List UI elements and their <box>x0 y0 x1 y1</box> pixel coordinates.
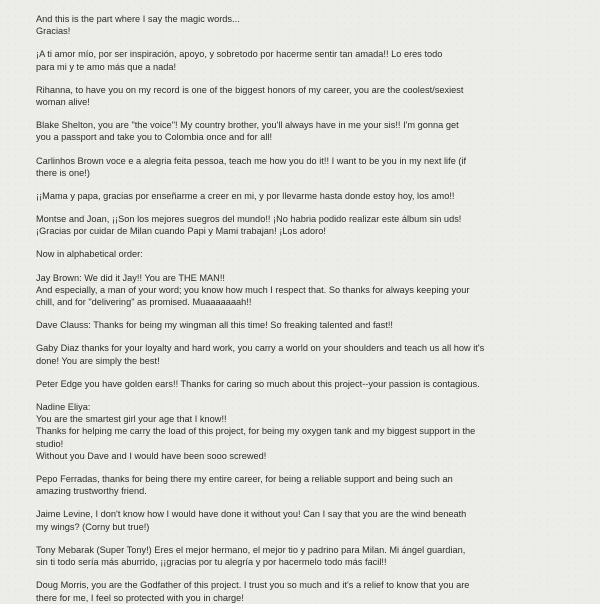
paragraph-doug-morris <box>36 579 586 604</box>
text-line: there is one!) <box>36 167 90 178</box>
text-line: chill, and for "delivering" as promised. Muaaaaaaah!! <box>36 297 252 308</box>
text-line: studio! <box>36 438 64 449</box>
text-line: Peter Edge you have golden ears!! Thanks for caring so much about this project--your passion is contagious. <box>36 378 480 389</box>
text-line: Doug Morris, you are the Godfather of this project. I trust you so much and it's a relief to know that you are <box>36 580 470 591</box>
text-line: Gracias! <box>36 26 71 37</box>
paragraph-carlinhos-brown <box>36 155 586 180</box>
text-line: Montse and Joan, ¡¡Son los mejores suegros del mundo!! ¡No habria podido realizar este álbum sin uds! <box>36 214 462 225</box>
text-line: ¡A ti amor mío, por ser inspiración, apoyo, y sobretodo por hacerme sentir tan amada!! Lo eres todo <box>36 49 443 60</box>
text-line: Dave Clauss: Thanks for being my wingman all this time! So freaking talented and fast!! <box>36 320 393 331</box>
paragraph-gaby-diaz <box>36 342 586 367</box>
text-line: sin ti todo sería más aburrido, ¡¡gracias por tu alegría y por hacermelo todo más facil!! <box>36 557 387 568</box>
paragraph-tony-mebarak <box>36 544 586 569</box>
paragraph-pepo-ferradas <box>36 473 586 498</box>
text-line: Now in alphabetical order: <box>36 249 143 260</box>
paragraph-rihanna <box>36 84 586 109</box>
text-line: Blake Shelton, you are "the voice"! My country brother, you'll always have in me your sis!! I'm gonna get <box>36 120 459 131</box>
paragraph-jay-brown <box>36 272 586 309</box>
text-line: you a passport and take you to Colombia once and for all! <box>36 132 273 143</box>
text-line: And especially, a man of your word; you know how much I respect that. So thanks for always keeping your <box>36 284 470 295</box>
text-line: You are the smartest girl your age that I know!! <box>36 414 227 425</box>
text-line: Gaby Diaz thanks for your loyalty and hard work, you carry a world on your shoulders and teach us all how it's <box>36 343 485 354</box>
paragraph-intro <box>36 13 586 38</box>
text-line: ¡¡Mama y papa, gracias por enseñarme a creer en mi, y por llevarme hasta donde estoy hoy, los amo!! <box>36 190 455 201</box>
text-line: there for me, I feel so protected with you in charge! <box>36 592 244 603</box>
text-line: Jay Brown: We did it Jay!! You are THE MAN!! <box>36 272 225 283</box>
text-line: woman alive! <box>36 97 90 108</box>
paragraph-peter-edge <box>36 378 586 390</box>
paragraph-mama-papa <box>36 190 586 202</box>
text-line: done! You are simply the best! <box>36 355 160 366</box>
text-line: ¡Gracias por cuidar de Milan cuando Papi y Mami trabajan! ¡Los adoro! <box>36 226 326 237</box>
text-line: Rihanna, to have you on my record is one of the biggest honors of my career, you are the coolest/sexiest <box>36 84 464 95</box>
paragraph-montse-joan <box>36 213 586 238</box>
text-line: Tony Mebarak (Super Tony!) Eres el mejor hermano, el mejor tio y padrino para Milan. Mi ángel guardian, <box>36 544 466 555</box>
text-line: Thanks for helping me carry the load of this project, for being my oxygen tank and my biggest support in the <box>36 426 476 437</box>
text-line: Pepo Ferradas, thanks for being there my entire career, for being a reliable support and being such an <box>36 474 453 485</box>
text-line: Jaime Levine, I don't know how I would have done it without you! Can I say that you are the wind beneath <box>36 509 467 520</box>
text-line: Without you Dave and I would have been sooo screwed! <box>36 450 267 461</box>
text-line: my wings? (Corny but true!) <box>36 521 150 532</box>
text-line: Nadine Eliya: <box>36 401 91 412</box>
paragraph-nadine-eliya <box>36 401 586 462</box>
paragraph-jaime-levine <box>36 508 586 533</box>
paragraph-dave-clauss <box>36 319 586 331</box>
text-line: amazing trustworthy friend. <box>36 486 147 497</box>
text-line: para mi y te amo más que a nada! <box>36 61 177 72</box>
paragraph-amor <box>36 48 586 73</box>
paragraph-alphabetical <box>36 248 586 260</box>
text-line: And this is the part where I say the magic words... <box>36 14 240 24</box>
text-line: Carlinhos Brown voce e a alegria feita pessoa, teach me how you do it!! I want to be you in my next life (if <box>36 155 467 166</box>
paragraph-blake-shelton <box>36 119 586 144</box>
